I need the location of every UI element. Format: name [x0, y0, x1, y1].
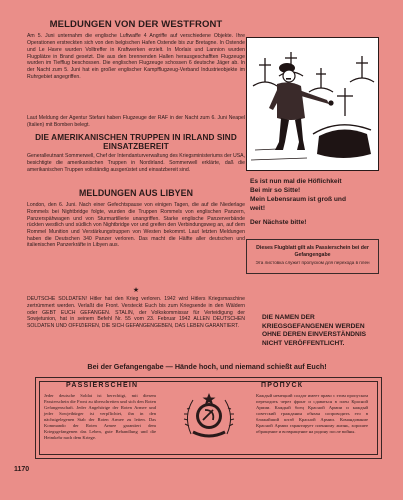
cartoon-illustration	[246, 37, 379, 171]
caption-line-1: Es ist nun mal die Höflichkeit	[250, 178, 342, 185]
section-text-westfront-extra: Laut Meldung der Agentur Stefani haben Flugzeuge der RAF in der Nacht zum 6. Juni Neapel (Italien) mit Bomben belegt.	[27, 115, 245, 129]
section-text-ireland: Generalleutnant Sommerwell, Chef der Intendanturverwaltung des Kriegsministeriums der USA, besichtigte die amerikanischen Truppen in Nordirland. Sommerwell erklärte, daß die amerikanischen Truppen vollständig ausgerüstet und einsatzbereit sind.	[27, 153, 245, 173]
caption-line-4: weit!	[250, 204, 266, 212]
pass-notice-box	[246, 239, 379, 274]
prisoner-names-note: DIE NAMEN DER KRIEGSGEFANGENEN WERDEN OHNE DEREN EINVERSTÄNDNIS NICHT VERÖFFENTLICHT.	[262, 314, 367, 347]
propusk-text-ru: Каждый немецкий солдат имеет право с этим пропуском переходить через фронт и сдаваться в плен Красной Армии. Каждый боец Красной Армии и каждый советский гражданин обязан сопроводить его в ближайший штаб Красной Армии. Командование Красной Армии гарантирует пленному жизнь, хорошее обращение и возвращение на родину после войны.	[256, 393, 368, 435]
appeal-text: DEUTSCHE SOLDATEN! Hitler hat den Krieg verloren. 1942 wird Hitlers Kriegsmaschine zertrümmert werden. Verlaßt die Front. Versteckt Euch bis zum Kriegsende in den Wäldern oder GEBT EUCH GEFANGEN. STALIN, der Volkskommissar für Verteidigung der Sowjetunion, hat in seinem Befehl Nr. 55 vom 23. Februar 1942 ALLEN DEUTSCHEN SOLDATEN UND OFFIZIEREN, DIE SICH GEFANGENGEBEN, DAS LEBEN GARANTIERT.	[27, 296, 245, 329]
left-column	[27, 20, 245, 364]
caption-line-5: Der Nächste bitte!	[250, 218, 307, 226]
surrender-slogan: Bei der Gefangengabe — Hände hoch, und niemand schießt auf Euch!	[87, 362, 327, 371]
section-title-westfront: MELDUNGEN VON DER WESTFRONT	[49, 19, 223, 30]
pass-notice-ru: Эта листовка служит пропуском для перехода в плен	[255, 260, 370, 265]
passierschein-text-de: Jeder deutsche Soldat ist berechtigt, mit diesem Passierschein die Front zu überschreiten und sich den Roten Gefangenschaft. Jeder Angehörige der Roten Armee und jeder Sowjetbürger ist verpflichtet, ihn in den nächstgelegenen Stab der Roten Armee zu leiten. Das Kommando der Roten Armee garantiert dem Kriegsgefangenen das Leben, gute Behandlung und die Heimkehr nach dem Kriege.	[44, 393, 156, 441]
pass-notice-de: Dieses Flugblatt gilt als Passierschein bei der Gefangengabe	[256, 245, 369, 258]
section-text-westfront: Am 5. Juni unternahm die englische Luftwaffe 4 Angriffe auf verschiedene Objekte. Ihre Operationen erstreckten sich von den belgischen Hafen Ostende bis zur Bretagne. In Ostende und Le Havre wurden Volltreffer in Kraftwerken erzielt. In Morlaix und Lannion wurden Flugplätze in Brand gesetzt. Die aus den brennenden Hallen herausgeschafften Flugzeuge wurden im Tiefflug beschossen. Die englischen Flugzeuge schossen 6 deutsche Jäger ab. In der Nacht zum 5. Juni hat ein großer englischer Kampfflugzeug-Verband Industrieobjekte im Ruhrgebiet angegriffen.	[27, 33, 245, 80]
cartoon-caption	[250, 178, 385, 227]
propusk-title-ru: ПРОПУСК	[261, 382, 304, 389]
soviet-emblem-icon	[181, 390, 237, 442]
section-text-libya: London, den 6. Juni. Nach einer Gefechtspause von einigen Tagen, die auf die Niederlage Rommels bei Nightbridge folgte, wurden die Truppen Rommels von englischen Panzern, Panzerspähwagen und von Sturmartillerie unangriffen. Starke englische Panzerverbände rückten westlich und südlich von Nightbridge vor und greifen den Verbindungsweg an, auf dem Rommel Munition und Verstärkungstruppen von Westen bekommt. Laut letzten Meldungen haben die Deutschen 340 Panzer verloren. Das macht die Hälfte aller deutschen und italienischen Panzerkräfte in Libyen aus.	[27, 202, 245, 249]
star-separator: ★	[132, 287, 140, 295]
caption-line-3: Mein Lebensraum ist groß und	[250, 195, 346, 203]
passierschein-title-de: PASSIERSCHEIN	[66, 382, 139, 389]
page-number: 1170	[14, 466, 30, 473]
passierschein-box	[35, 377, 382, 459]
section-title-ireland: DIE AMERIKANISCHEN TRUPPEN IN IRLAND SIND EINSATZBEREIT	[35, 133, 237, 152]
caption-line-2: Bei mir so Sitte!	[250, 186, 301, 194]
cartoon-graves-figure	[247, 38, 378, 170]
section-title-libya: MELDUNGEN AUS LIBYEN	[78, 188, 194, 199]
